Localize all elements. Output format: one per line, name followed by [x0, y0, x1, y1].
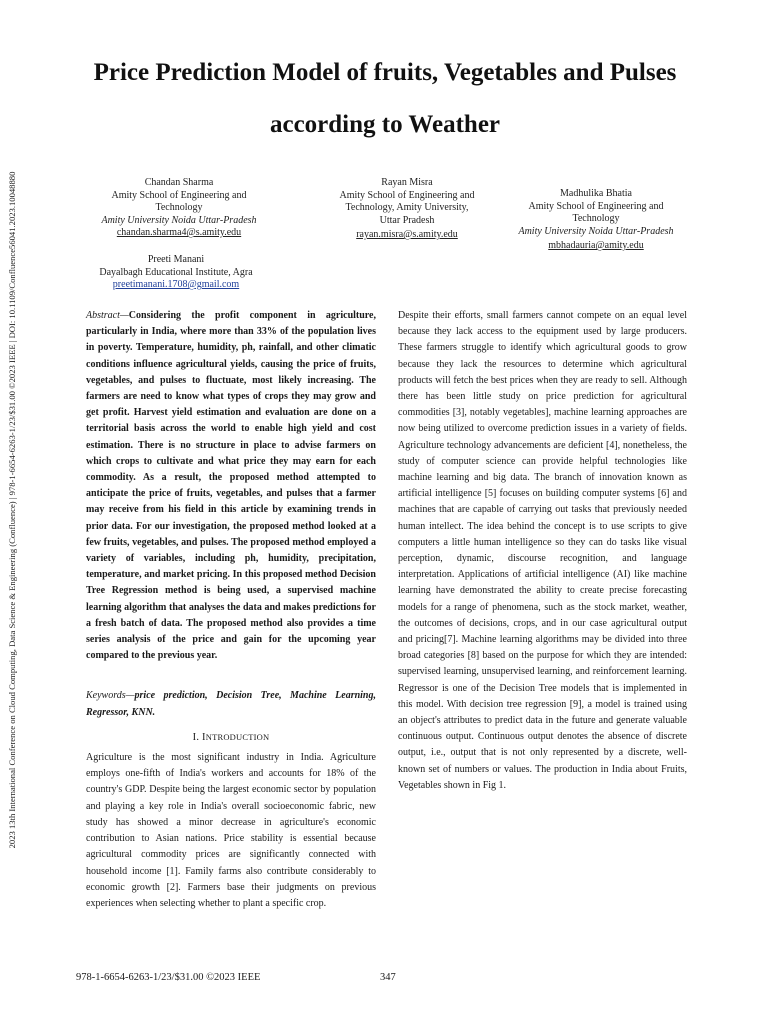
- author-affiliation: Amity School of Engineering and Technology: [111, 189, 247, 213]
- right-column: [398, 308, 687, 794]
- author-email[interactable]: chandan.sharma4@s.amity.edu: [116, 227, 242, 238]
- author-affiliation: Dayalbagh Educational Institute, Agra: [99, 266, 253, 278]
- abstract: [86, 308, 376, 664]
- keywords-text: price prediction, Decision Tree, Machine Learning, Regressor, KNN.: [86, 690, 376, 718]
- author-name: Madhulika Bhatia: [560, 188, 632, 199]
- author-location: Amity University Noida Uttar-Pradesh: [101, 214, 257, 226]
- section-title-rest: NTRODUCTION: [205, 731, 270, 742]
- page-number: 347: [380, 972, 396, 983]
- author-block-3: [508, 188, 684, 253]
- author-name: Preeti Manani: [147, 254, 205, 265]
- author-block-2: [338, 177, 476, 242]
- citation-text: 2023 13th International Conference on Cloud Computing, Data Science & Engineering (Confluence) | 978-1-6654-6263-1/23/$31.00 ©2023 IEEE | DOI: 10.1109/Confluence56041.2023.10048880: [7, 171, 17, 849]
- author-affiliation: Amity School of Engineering and Technology: [528, 200, 664, 224]
- author-name: Chandan Sharma: [144, 177, 214, 188]
- author-email[interactable]: mbhadauria@amity.edu: [548, 240, 644, 251]
- section-initial: I: [202, 731, 206, 743]
- footer-copyright: 978-1-6654-6263-1/23/$31.00 ©2023 IEEE: [76, 972, 261, 983]
- author-affiliation: Amity School of Engineering and Technology, Amity University, Uttar Pradesh: [339, 189, 475, 226]
- section-numeral: I.: [192, 731, 200, 743]
- keywords-lead: Keywords—: [86, 690, 135, 702]
- author-email[interactable]: rayan.misra@s.amity.edu: [356, 229, 458, 240]
- author-block-1: [94, 177, 264, 240]
- author-email[interactable]: preetimanani.1708@gmail.com: [112, 279, 240, 290]
- left-column: [86, 308, 376, 912]
- abstract-lead: Abstract—: [86, 310, 129, 321]
- author-name: Rayan Misra: [381, 177, 433, 188]
- body-paragraph: Despite their efforts, small farmers cannot compete on an equal level because they lack access to the equipment used by large producers. These farmers struggle to identify which agricultural goods to grow because they lack the resources to determine which agricultural products will fetch the best prices when they are ready to sell. Although there has been little study on price prediction for agricultural commodities [3], notably vegetables], machine learning approaches are now being utilized to overcome prediction issues in a variety of fields. Agriculture technology advancements are deficient [4], nonetheless, the study of computer science can provide helpful technologies like machine learning and big data. The branch of innovation known as artificial intelligence [5] focuses on building computer systems [6] and machines that are capable of carrying out tasks that previously needed human intellect. The idea behind the concept is to use scripts to give computers a little human intelligence so they can do tasks like visual perception, dynamic, discourse recognition, and language interpretation. Applications of artificial intelligence (AI) like machine learning have demonstrated the ability to create precise forecasting models for a range of phenomena, such as the stock market, weather, the outcomes of decisions, crops, and in our case agricultural output and pricing[7]. Machine learning algorithms may be divided into three broad categories [8] based on the purpose for which they are intended: supervised learning, unsupervised learning, and reinforcement learning. Regressor is one of the Decision Tree models that is implemented in this model. With decision tree regression [9], a model is trained using an object's attributes to predict data in the future and generate valuable continuous output. Continuous output denotes the absence of discrete output, i.e., output that is not only represented by a discrete, well-known set of numbers or values. The production in India about Fruits, Vegetables shown in Fig 1.: [398, 310, 687, 791]
- keywords: [86, 688, 376, 720]
- ieee-citation-strip: [4, 100, 20, 920]
- abstract-text: Considering the profit component in agriculture, particularly in India, where more than 33% of the population lives in poverty. Temperature, humidity, ph, rainfall, and other climatic conditions influence agricultural yields, causing the price of fruits, vegetables, and pulses to fluctuate, most likely increasing. The farmers are need to know what types of crops they may grow and get profit. Harvest yield estimation and evaluation are done on a territorial basis across the world to enable high yield and cost estimation. There is no structure in place to advise farmers on which crops to cultivate and what price they may earn for each commodity. As a result, the proposed method attempted to anticipate the price of fruits, vegetables, and pulses that a farmer may receive from his field in this article by examining trends in prior data. For our investigation, the proposed method looked at a few fruits, vegetables, and pulses. The proposed method employed a variety of variables, including ph, humidity, precipitation, temperature, and market pricing. In this proposed method Decision Tree Regression method is being used, a supervised machine learning algorithm that analyses the data and makes predictions for a fresh batch of data. The proposed method also provides a time series analysis of the price and gain for the upcoming year compared to the previous year.: [86, 310, 376, 662]
- paper-title: Price Prediction Model of fruits, Vegetables and Pulses according to Weather: [93, 58, 677, 138]
- author-location: Amity University Noida Uttar-Pradesh: [518, 225, 674, 237]
- intro-paragraph: Agriculture is the most significant industry in India. Agriculture employs one-fifth of India's workers and accounts for 18% of the country's GDP. Despite being the largest economic sector by population and playing a key role in India's overall socioeconomic fabric, new study has showed a minor decrease in agriculture's economic contribution to Asian nations. Price stability is essential because agricultural commodity prices are significantly connected with household income [1]. Family farms also contribute considerably to economic growth [2]. Farmers base their judgments on previous experiences when selecting whether to plant a specific crop.: [86, 752, 376, 909]
- author-block-4: [86, 254, 266, 292]
- section-heading-introduction: [86, 729, 376, 746]
